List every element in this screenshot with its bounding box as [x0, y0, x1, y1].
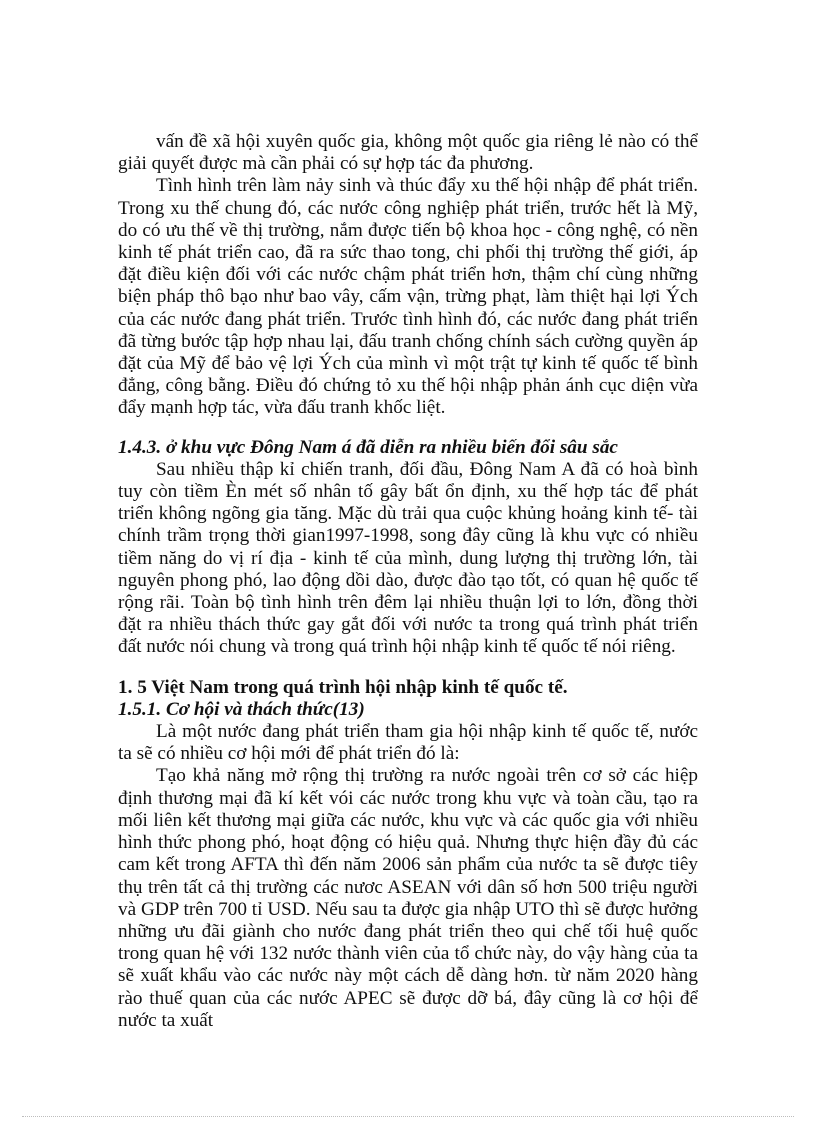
paragraph-continuation: vấn đề xã hội xuyên quốc gia, không một quốc gia riêng lẻ nào có thể giải quyết được mà cần phải có sự hợp tác đa phương. [118, 131, 698, 175]
document-page [118, 131, 698, 1032]
paragraph-market-expansion: Tạo khả năng mở rộng thị trường ra nước ngoài trên cơ sở các hiệp định thương mại đã kí kết vói các nước trong khu vực và toàn cầu, tạo ra mối liên kết thương mại giữa các nước, khu vực và các quốc gia với nhiều hình thức phong phó, hoạt động có hiệu quả. Nhưng thực hiện đầy đủ các cam kết trong AFTA thì đến năm 2006 sản phẩm của nước ta sẽ được tiêy thụ trên tất cả thị trường các nươc ASEAN với dân số hơn 500 triệu người và GDP trên 700 tỉ USD. Nếu sau ta được gia nhập UTO thì sẽ được hưởng những ưu đãi giành cho nước đang phát triển theo qui chế tối huệ quốc trong quan hệ với 132 nước thành viên của tổ chức này, do vậy hàng của ta sẽ xuất khẩu vào các nước này một cách dễ dàng hơn. từ năm 2020 hàng rào thuế quan của các nước APEC sẽ được dỡ bá, đây cũng là cơ hội để nước ta xuất [118, 765, 698, 1031]
heading-section-1-5-1: 1.5.1. Cơ hội và thách thức(13) [118, 698, 365, 720]
paragraph-integration-trend: Tình hình trên làm nảy sinh và thúc đẩy xu thế hội nhập để phát triển. Trong xu thế chung đó, các nước công nghiệp phát triển, trước hết là Mỹ, do có ưu thế về thị trường, nắm được tiến bộ khoa học - công nghệ, có nền kinh tế phát triển cao, đã ra sức thao tong, chi phối thị trường thế giới, áp đặt điều kiện đối với các nước chậm phát triển hơn, thậm chí cùng những biện pháp thô bạo như bao vây, cấm vận, trừng phạt, làm thiệt hại lợi Ých của các nước đang phát triển. Trước tình hình đó, các nước đang phát triển đã từng bước tập hợp nhau lại, đấu tranh chống chính sách cường quyền áp đặt của Mỹ để bảo vệ lợi Ých của mình vì một trật tự kinh tế quốc tế bình đẳng, công bằng. Điều đó chứng tỏ xu thế hội nhập phản ánh cục diện vừa đẩy mạnh hợp tác, vừa đấu tranh khốc liệt. [118, 175, 698, 419]
heading-section-1-4-3: 1.4.3. ở khu vực Đông Nam á đã diễn ra nhiều biến đổi sâu sắc [118, 436, 618, 458]
page-bottom-divider [22, 1116, 794, 1117]
paragraph-southeast-asia: Sau nhiều thập kỉ chiến tranh, đối đầu, Đông Nam A đã có hoà bình tuy còn tiềm Èn mét số nhân tố gây bất ổn định, xu thế hợp tác để phát triển không ngõng gia tăng. Mặc dù trải qua cuộc khủng hoảng kinh tế- tài chính trầm trọng thời gian1997-1998, song đây cũng là khu vực có nhiều tiềm năng do vị rí địa - kinh tế của mình, dung lượng thị trường lớn, tài nguyên phong phó, lao động dồi dào, được đào tạo tốt, có quan hệ quốc tế rộng rãi. Toàn bộ tình hình trên đêm lại nhiều thuận lợi to lớn, đồng thời đặt ra nhiều thách thức gay gắt đối với nước ta trong quá trình phát triển đất nước nói chung và trong quá trình hội nhập kinh tế quốc tế nói riêng. [118, 458, 698, 658]
paragraph-opportunities-intro: Là một nước đang phát triển tham gia hội nhập kinh tế quốc tế, nước ta sẽ có nhiều cơ hội mới để phát triển đó là: [118, 721, 698, 765]
heading-section-1-5: 1. 5 Việt Nam trong quá trình hội nhập kinh tế quốc tế. [118, 676, 568, 698]
